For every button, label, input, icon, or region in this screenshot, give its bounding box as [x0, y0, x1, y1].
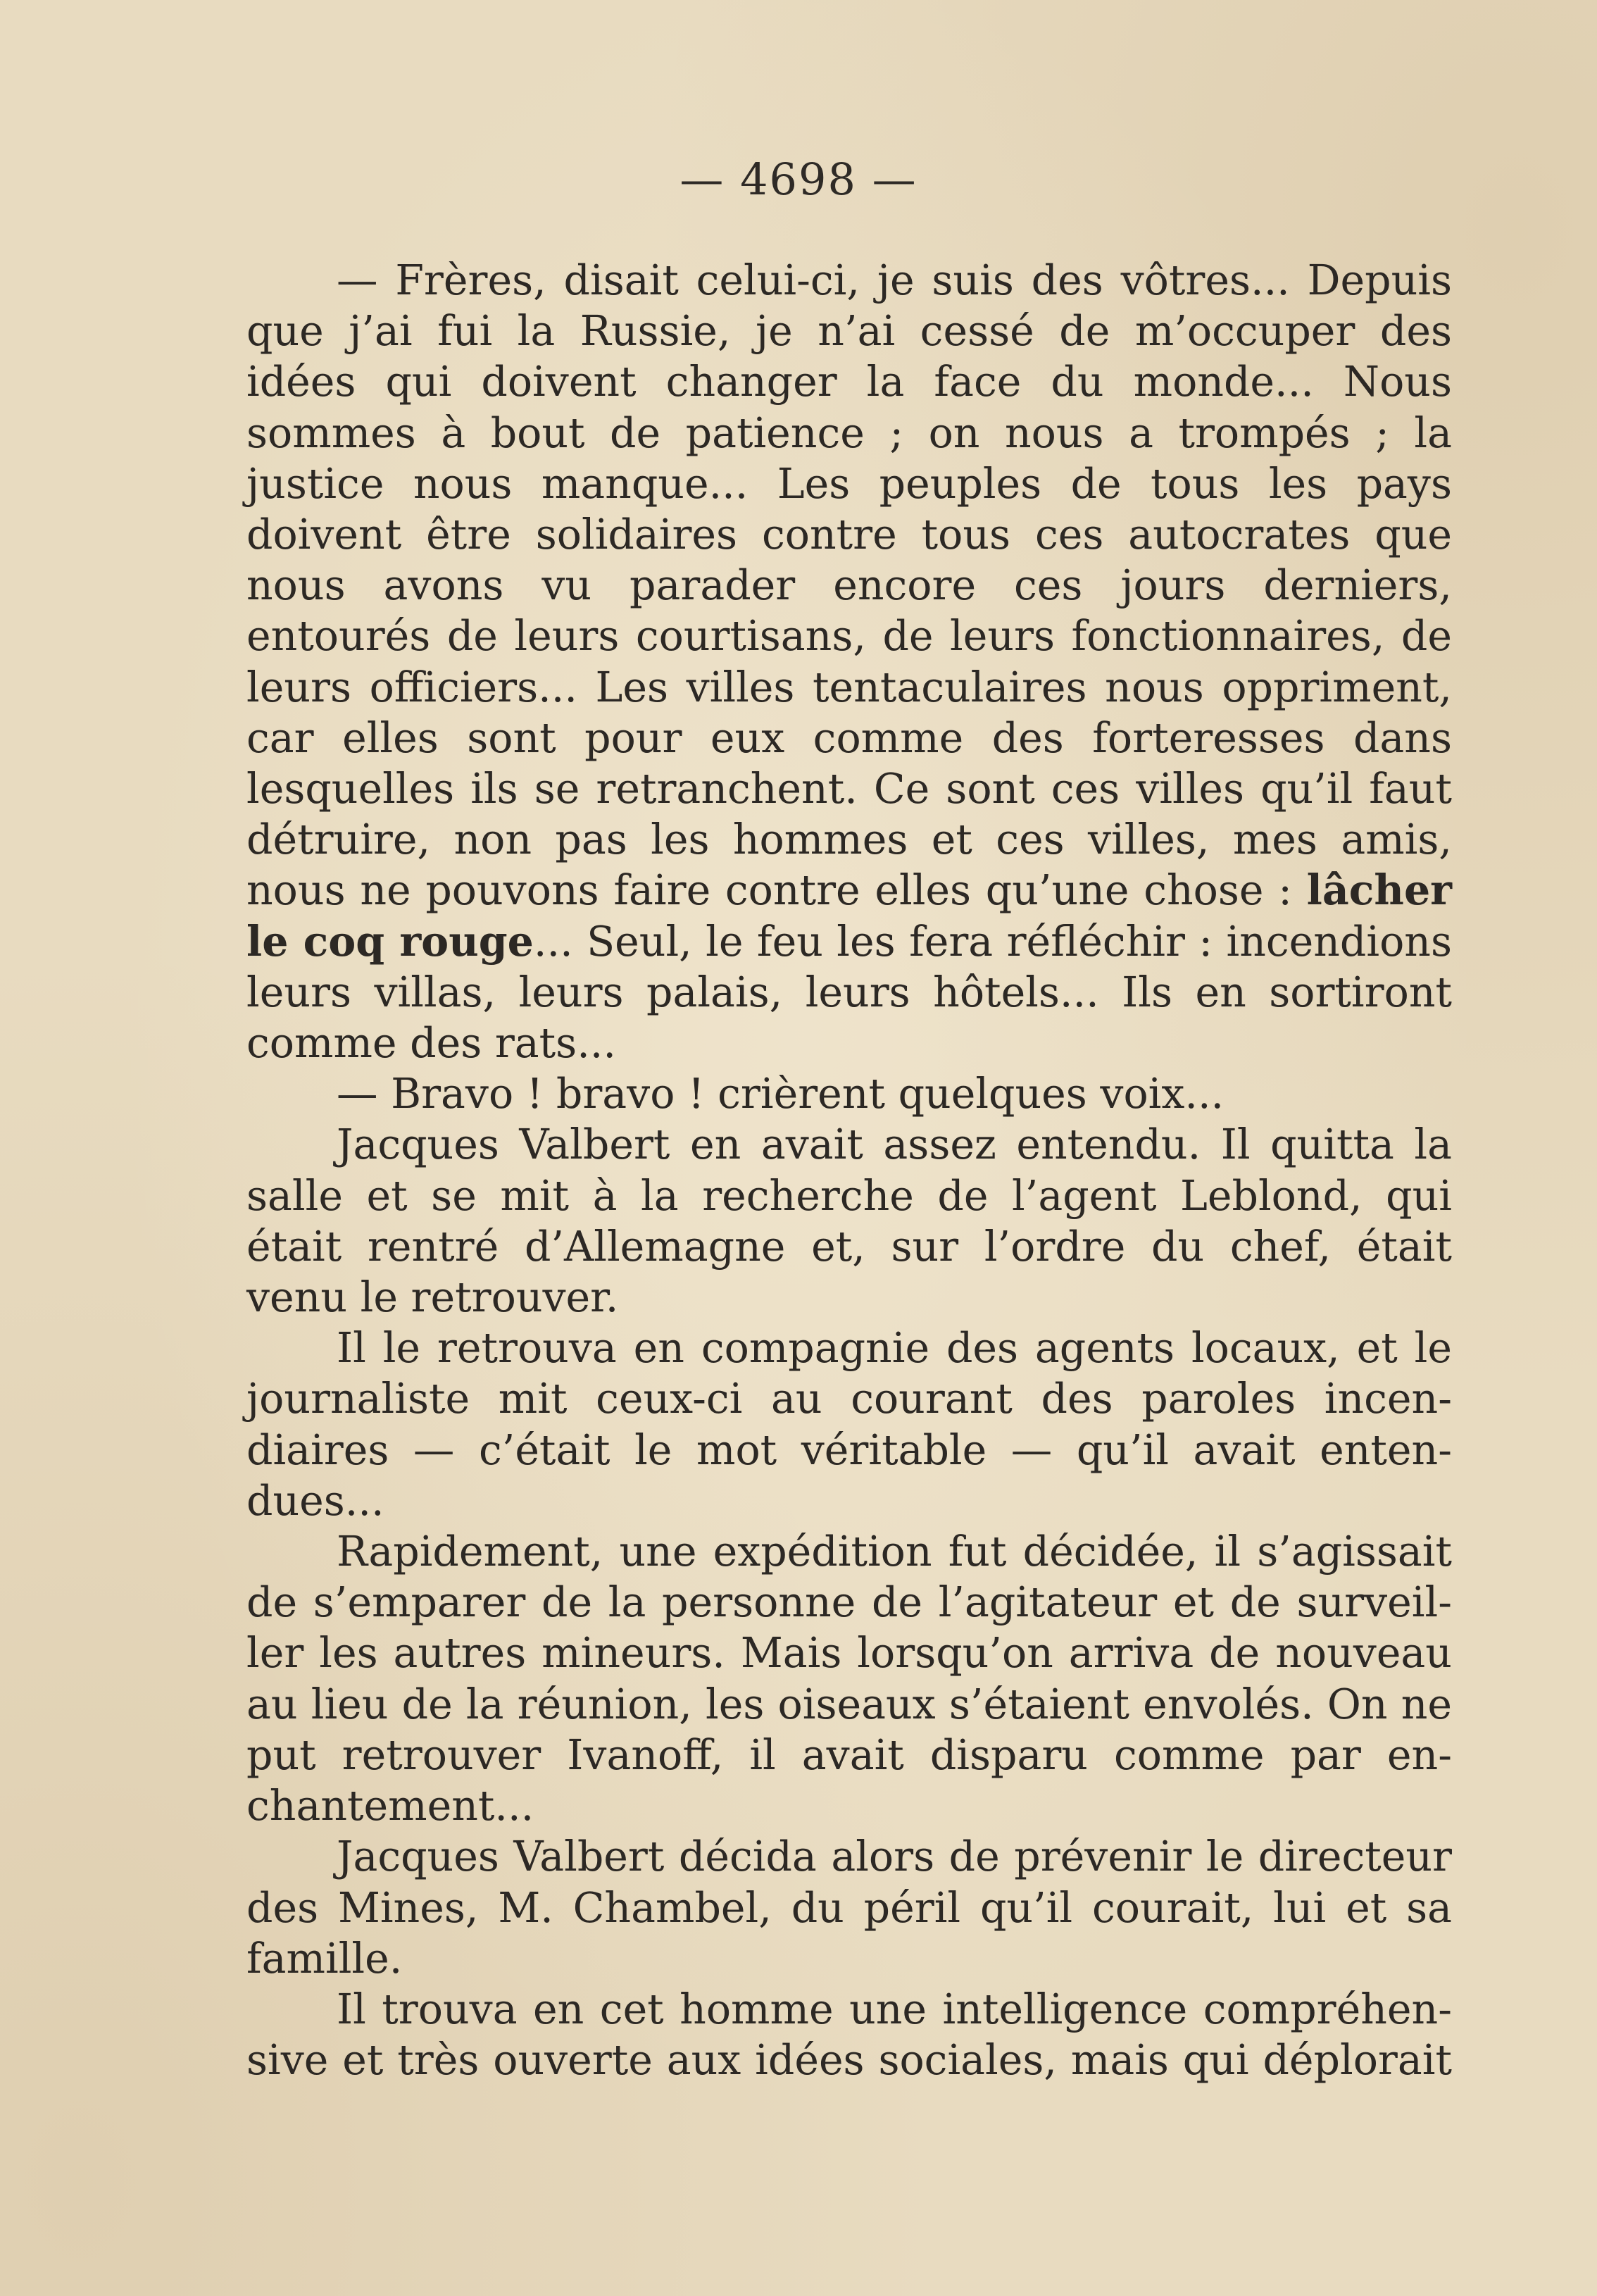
speech-text-part2: ... Seul, le feu les fera réfléchir : incendions leurs villas, leurs palais, leurs hôtels... Ils en sortiront comme des rats...: [246, 917, 1453, 1068]
paragraph-intelligence: Il trouva en cet homme une intelligence compréhensive et très ouverte aux idées sociales, mais qui déplorait: [246, 1985, 1452, 2085]
paragraph-expedition: Rapidement, une expédition fut décidée, il s’agissait de s’emparer de la personne de l’agitateur et de surveiller les autres mineurs. Mais lorsqu’on arriva de nouveau au lieu de la réunion, les oiseaux s’étaient envolés. On ne put retrouver Ivanoff, il avait disparu comme par enchantement...: [246, 1528, 1452, 1830]
page-number: — 4698 —: [679, 154, 918, 205]
speech-text-part1: — Frères, disait celui-ci, je suis des vôtres... Depuis que j’ai fui la Russie, je n’ai cessé de m’occuper des idées qui doivent changer la face du monde... Nous sommes à bout de patience ; on nous a trompés ; la justice nous manque... Les peuples de tous les pays doivent être solidaires contre tous ces autocrates que nous avons vu parader encore ces jours derniers, entourés de leurs courtisans, de leurs fonctionnaires, de leurs officiers... Les villes tentaculaires nous oppriment, car elles sont pour eux comme des forteresses dans lesquelles ils se retranchent. Ce sont ces villes qu’il faut détruire, non pas les hommes et ces villes, mes amis, nous ne pouvons faire contre elles qu’une chose :: [246, 256, 1452, 915]
speech-bold-phrase: lâcher le coq rouge: [246, 866, 1452, 966]
paragraph-director: Jacques Valbert décida alors de prévenir le directeur des Mines, M. Chambel, du péril qu’il courait, lui et sa famille.: [246, 1833, 1452, 1983]
paragraph-speech: [246, 255, 1452, 1068]
paragraph-agents: Il le retrouva en compagnie des agents locaux, et le journaliste mit ceux-ci au courant des paroles incendiaires — c’était le mot véritable — qu’il avait entendues...: [246, 1324, 1452, 1525]
paragraph-cheers: — Bravo ! bravo ! crièrent quelques voix...: [337, 1070, 1225, 1118]
paragraph-valbert-leaves: Jacques Valbert en avait assez entendu. Il quitta la salle et se mit à la recherche de l’agent Leblond, qui était rentré d’Allemagne et, sur l’ordre du chef, était venu le retrouver.: [246, 1121, 1452, 1322]
body-text: [246, 255, 1452, 2085]
